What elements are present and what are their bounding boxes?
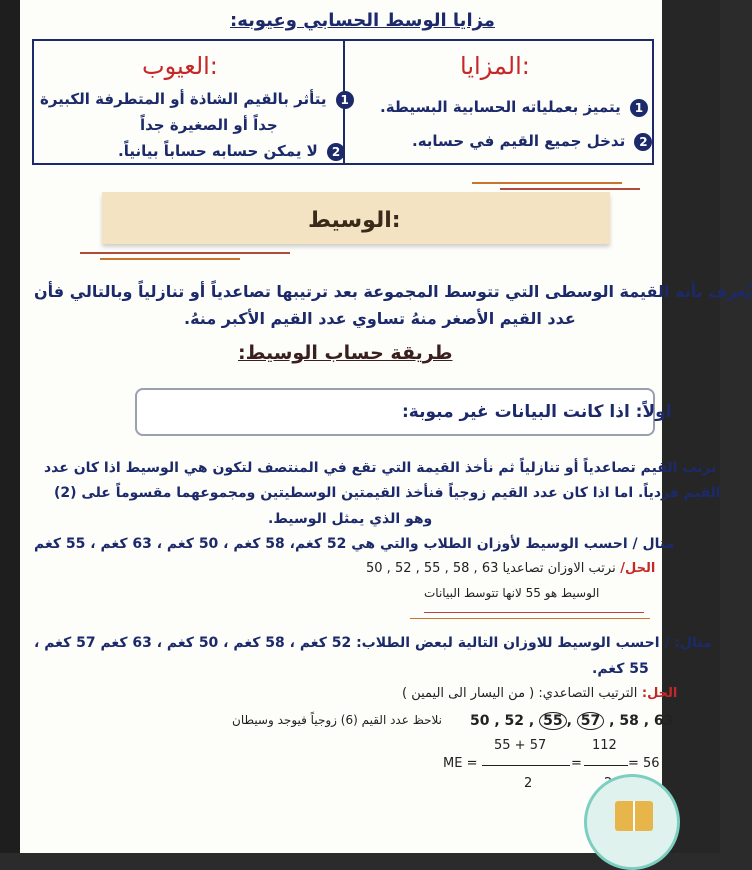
order-note: الترتيب التصاعدي: ( من اليسار الى اليمين ) [402,686,638,701]
example1-question: مثال / احسب الوسيط لأوزان الطلاب والتي هي 52 كغم، 58 كغم ، 50 كغم ، 63 كغم ، 55 كغم [34,536,675,552]
number-badge: 1 [630,99,648,117]
decor-line [424,612,644,613]
decor-line [100,258,240,260]
method-instruction-line1: نرتب القيم تصاعدياً أو تنازلياً ثم نأخذ القيمة التي تقع في المنتصف لتكون هي الوسيط اذا كان عدد [44,460,717,476]
middle-value-circle: 57 [577,712,604,730]
method-title: طريقة حساب الوسيط: [238,342,453,364]
median-definition-line2: عدد القيم الأصغر منهُ تساوي عدد القيم الأكبر منهُ. [184,309,576,328]
method-instruction-line2: القيم فردياً. اما اذا كان عدد القيم زوجياً فنأخذ القيمتين الوسطيتين ومجموعهما مقسوماً على (2) [54,485,721,501]
formula-numerator2: 112 [592,738,617,753]
fraction-bar [482,765,570,766]
formula-label: ME = [443,756,478,771]
decor-line [410,618,650,619]
solution-label: الحل: [641,686,678,701]
library-logo [584,774,680,870]
number-badge: 2 [634,133,652,151]
disadvantage-item: 2 لا يمكن حسابه حساباً بيانياً. [118,142,345,161]
advantages-header: المزايا: [460,52,530,80]
decor-line [80,252,290,254]
ordered-values: 50 , 52 , 55 , 57 , 58 , 63 [470,713,674,729]
solution-text: نرتب الاوزان تصاعديا 63 , 58 , 55 , 52 , 50 [366,561,616,576]
solution-label: الحل/ [620,561,656,576]
advantage-item: 2 تدخل جميع القيم في حسابه. [412,132,652,151]
example2-question-line1: مثال: / احسب الوسيط للاوزان التالية لبعض الطلاب: 52 كغم ، 58 كغم ، 50 كغم ، 63 كغم 57 كغم ، [34,635,712,651]
document-page [20,0,752,853]
number-badge: 1 [336,91,354,109]
decor-line [472,182,622,184]
example2-note: نلاحظ عدد القيم (6) زوجياً فيوجد وسيطان [232,713,443,727]
method-instruction-line3: وهو الذي يمثل الوسيط. [268,511,433,527]
example1-solution [366,561,655,576]
section-title-advantages: مزايا الوسط الحسابي وعيوبه: [230,10,495,31]
formula-equals: = [571,756,582,771]
subsection-title: اولاً: اذا كانت البيانات غير مبوبة: [402,402,672,422]
formula-result: = 56 [628,756,660,771]
fraction-bar [584,765,628,766]
formula-numerator1: 55 + 57 [494,738,547,753]
formula-denominator1: 2 [524,776,533,791]
number-badge: 2 [327,143,345,161]
median-title: الوسيط: [308,208,401,233]
disadvantages-header: العيوب: [142,52,218,80]
decor-line [500,188,640,190]
median-definition-line1: يُعرف بأنه القيمة الوسطى التي تتوسط المجموعة بعد ترتيبها تصاعدياً أو تنازلياً وبالتالي فأن [34,282,752,301]
disadvantage-item: 1 يتأثر بالقيم الشاذة أو المتطرفة الكبيرة [40,90,354,109]
example1-result: الوسيط هو 55 لانها تتوسط البيانات [424,586,600,600]
example2-solution-header [402,686,677,701]
disadvantage-item-cont: جداً أو الصغيرة جداً [140,116,278,134]
middle-value-circle: 55 [539,712,566,730]
example2-question-line2: 55 كغم. [592,661,649,677]
advantage-item: 1 يتميز بعملياته الحسابية البسيطة. [380,98,648,117]
left-margin [0,0,20,853]
